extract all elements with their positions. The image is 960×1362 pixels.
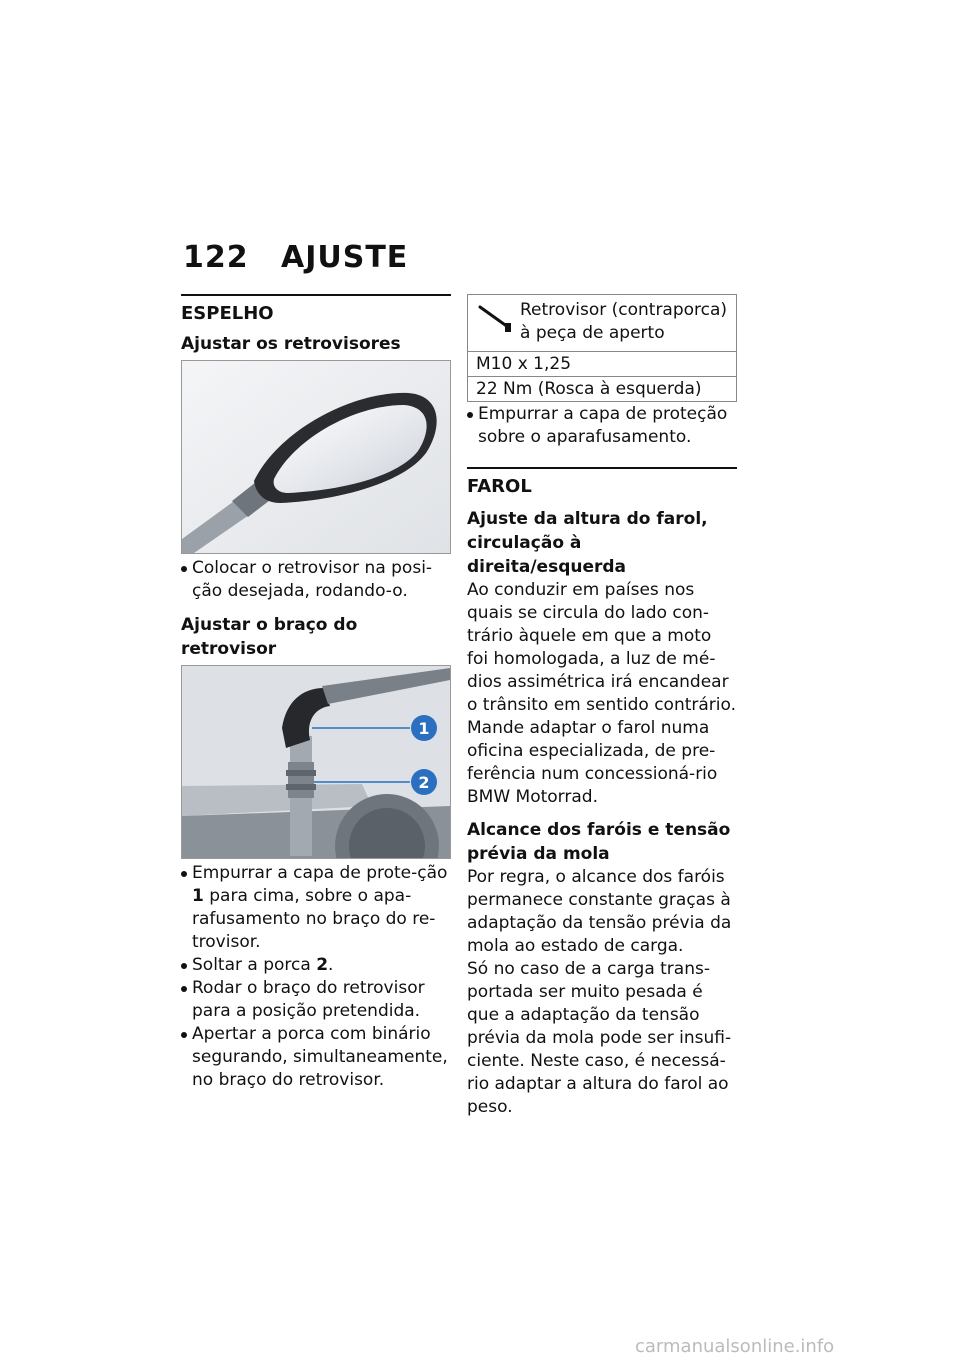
torque-wrench-icon [476, 299, 520, 345]
watermark: carmanualsonline.info [635, 1336, 835, 1357]
spec-header [468, 295, 736, 351]
bullet-text: Rodar o braço do retrovisor para a posição pretendida. [192, 978, 425, 1021]
reference-number: 2 [316, 955, 329, 975]
bullet-dot [181, 566, 187, 572]
page-header [183, 240, 408, 275]
callout-2-label: 2 [418, 773, 430, 792]
paragraph: Mande adaptar o farol numa oficina especializada, de pre-ferência num concessioná-rio BMW Motorrad. [467, 718, 718, 807]
bullet-text: Soltar a porca [192, 955, 317, 975]
bullet-item [181, 954, 451, 977]
bullet-text: Apertar a porca com binário segurando, simultaneamente, no braço do retrovisor. [192, 1024, 448, 1090]
bullet-dot [181, 986, 187, 992]
section-title-espelho: ESPELHO [181, 303, 274, 324]
bullet-text: para cima, sobre o apa-rafusamento no braço do re-trovisor. [192, 886, 436, 952]
spec-torque: 22 Nm (Rosca à esquerda) [468, 376, 736, 401]
subtitle-headlight-height: Ajuste da altura do farol, circulação à direita/esquerda [467, 509, 708, 577]
callout-1 [411, 715, 437, 741]
section-rule [467, 467, 737, 469]
bullet-item [467, 403, 737, 449]
subtitle-adjust-arm: Ajustar o braço do retrovisor [181, 615, 358, 659]
bullet-item [181, 977, 451, 1023]
bullet-dot [181, 1032, 187, 1038]
bullet-item [181, 1023, 451, 1092]
mirror-arm-figure [181, 665, 451, 859]
left-column [181, 294, 451, 1092]
bullet-text: . [328, 955, 334, 975]
mirror-figure [181, 360, 451, 554]
paragraph: Por regra, o alcance dos faróis permanece constante graças à adaptação da tensão prévia da mola ao estado de carga. [467, 867, 732, 956]
bullet-dot [467, 412, 473, 418]
bullet-list-1 [181, 557, 451, 603]
bullet-list-3 [467, 403, 737, 449]
bullet-dot [181, 871, 187, 877]
bullet-dot [181, 963, 187, 969]
spec-thread: M10 x 1,25 [468, 351, 736, 376]
bullet-text: Empurrar a capa de proteção sobre o aparafusamento. [478, 404, 728, 447]
paragraph: Só no caso de a carga trans-portada ser muito pesada é que a adaptação da tensão prévia da mola pode ser insufi-ciente. Neste caso, é necessá-rio adaptar a altura do farol ao peso. [467, 959, 732, 1117]
bullet-item [181, 557, 451, 603]
callout-1-label: 1 [418, 719, 430, 738]
section-title-farol: FAROL [467, 476, 532, 497]
bullet-list-2 [181, 862, 451, 1092]
bullet-text: Empurrar a capa de prote-ção [192, 863, 448, 883]
mirror-illustration [182, 361, 450, 553]
right-column [467, 294, 737, 1119]
callout-2 [411, 769, 437, 795]
section-rule [181, 294, 451, 296]
subtitle-headlight-range: Alcance dos faróis e tensão prévia da mola [467, 820, 731, 864]
mirror-arm-illustration [182, 666, 450, 858]
spec-title: Retrovisor (contraporca) à peça de aperto [520, 300, 728, 343]
bullet-item [181, 862, 451, 954]
page-number: 122 [183, 240, 249, 275]
subtitle-adjust-mirrors: Ajustar os retrovisores [181, 334, 401, 354]
torque-spec-table [467, 294, 737, 402]
bullet-text: Colocar o retrovisor na posi-ção desejada, rodando-o. [192, 558, 433, 601]
chapter-title: AJUSTE [281, 240, 409, 275]
reference-number: 1 [192, 886, 204, 906]
paragraph: Ao conduzir em países nos quais se circula do lado con-trário àquele em que a moto foi homologada, a luz de mé-dios assimétrica irá encandear o trânsito em sentido contrário. [467, 580, 737, 715]
